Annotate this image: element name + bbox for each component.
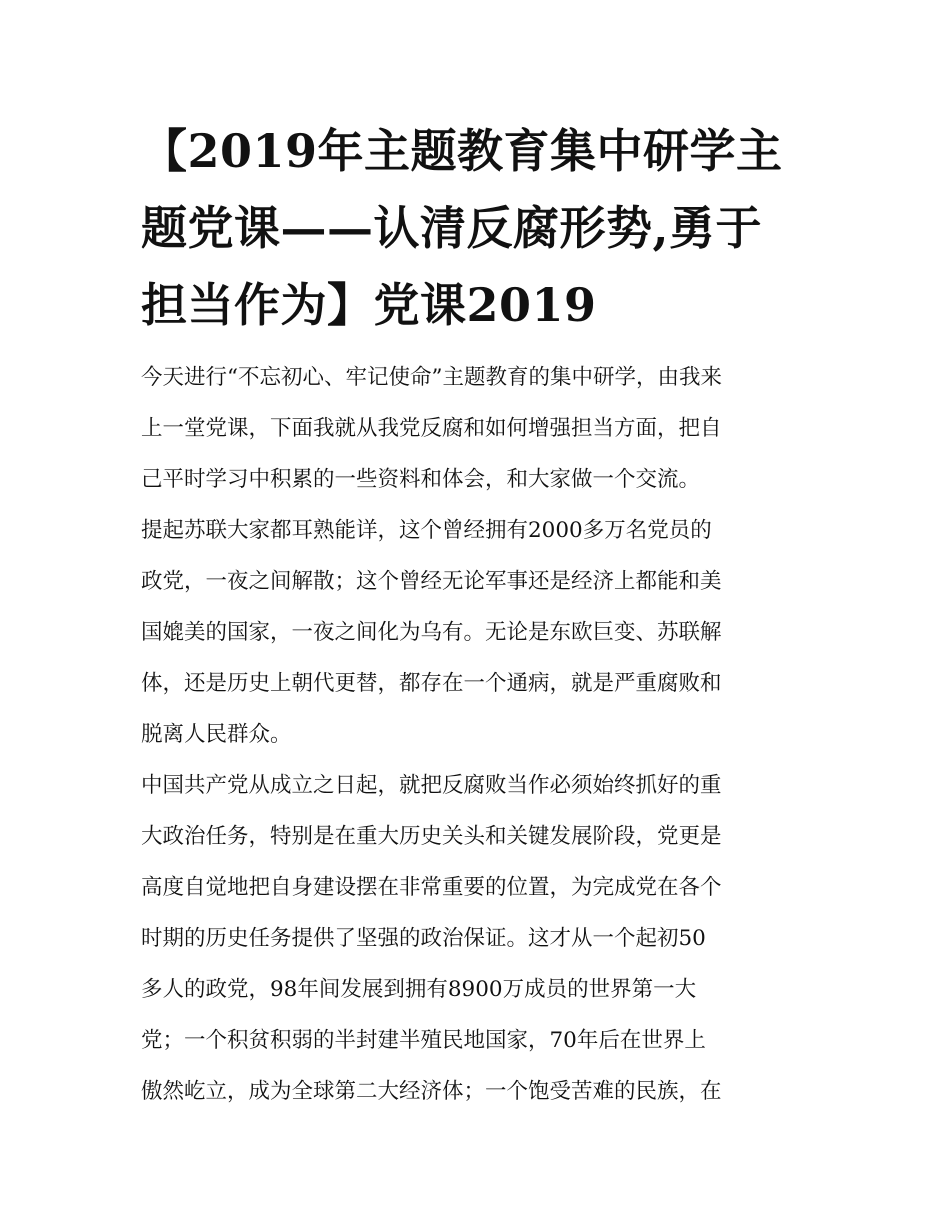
text-line: 中国共产党从成立之日起，就把反腐败当作必须始终抓好的重 bbox=[141, 773, 722, 798]
text-line: 傲然屹立，成为全球第二大经济体；一个饱受苦难的民族，在 bbox=[141, 1079, 722, 1104]
paragraph-soviet bbox=[141, 505, 813, 760]
text-line: 脱离人民群众。 bbox=[141, 722, 292, 747]
text-line: 政党，一夜之间解散；这个曾经无论军事还是经济上都能和美 bbox=[141, 569, 722, 594]
text-line: 今天进行“不忘初心、牢记使命”主题教育的集中研学，由我来 bbox=[141, 365, 722, 390]
text-line: 党；一个积贫积弱的半封建半殖民地国家，70年后在世界上 bbox=[141, 1028, 706, 1053]
title-line: 担当作为】党课2019 bbox=[141, 278, 597, 332]
text-line: 国媲美的国家，一夜之间化为乌有。无论是东欧巨变、苏联解 bbox=[141, 620, 722, 645]
title-line: 题党课——认清反腐形势,勇于 bbox=[141, 201, 763, 255]
text-line: 上一堂党课，下面我就从我党反腐和如何增强担当方面，把自 bbox=[141, 416, 722, 441]
document-body bbox=[141, 352, 813, 1117]
text-line: 大政治任务，特别是在重大历史关头和关键发展阶段，党更是 bbox=[141, 824, 722, 849]
text-line: 提起苏联大家都耳熟能详，这个曾经拥有2000多万名党员的 bbox=[141, 518, 712, 543]
text-line: 体，还是历史上朝代更替，都存在一个通病，就是严重腐败和 bbox=[141, 671, 722, 696]
text-line: 多人的政党，98年间发展到拥有8900万成员的世界第一大 bbox=[141, 977, 697, 1002]
text-line: 己平时学习中积累的一些资料和体会，和大家做一个交流。 bbox=[141, 467, 701, 492]
document-title bbox=[141, 113, 811, 344]
text-line: 高度自觉地把自身建设摆在非常重要的位置，为完成党在各个 bbox=[141, 875, 722, 900]
title-line: 【2019年主题教育集中研学主 bbox=[141, 124, 783, 178]
text-line: 时期的历史任务提供了坚强的政治保证。这才从一个起初50 bbox=[141, 926, 706, 951]
paragraph-intro bbox=[141, 352, 813, 505]
paragraph-cpc bbox=[141, 760, 813, 1117]
